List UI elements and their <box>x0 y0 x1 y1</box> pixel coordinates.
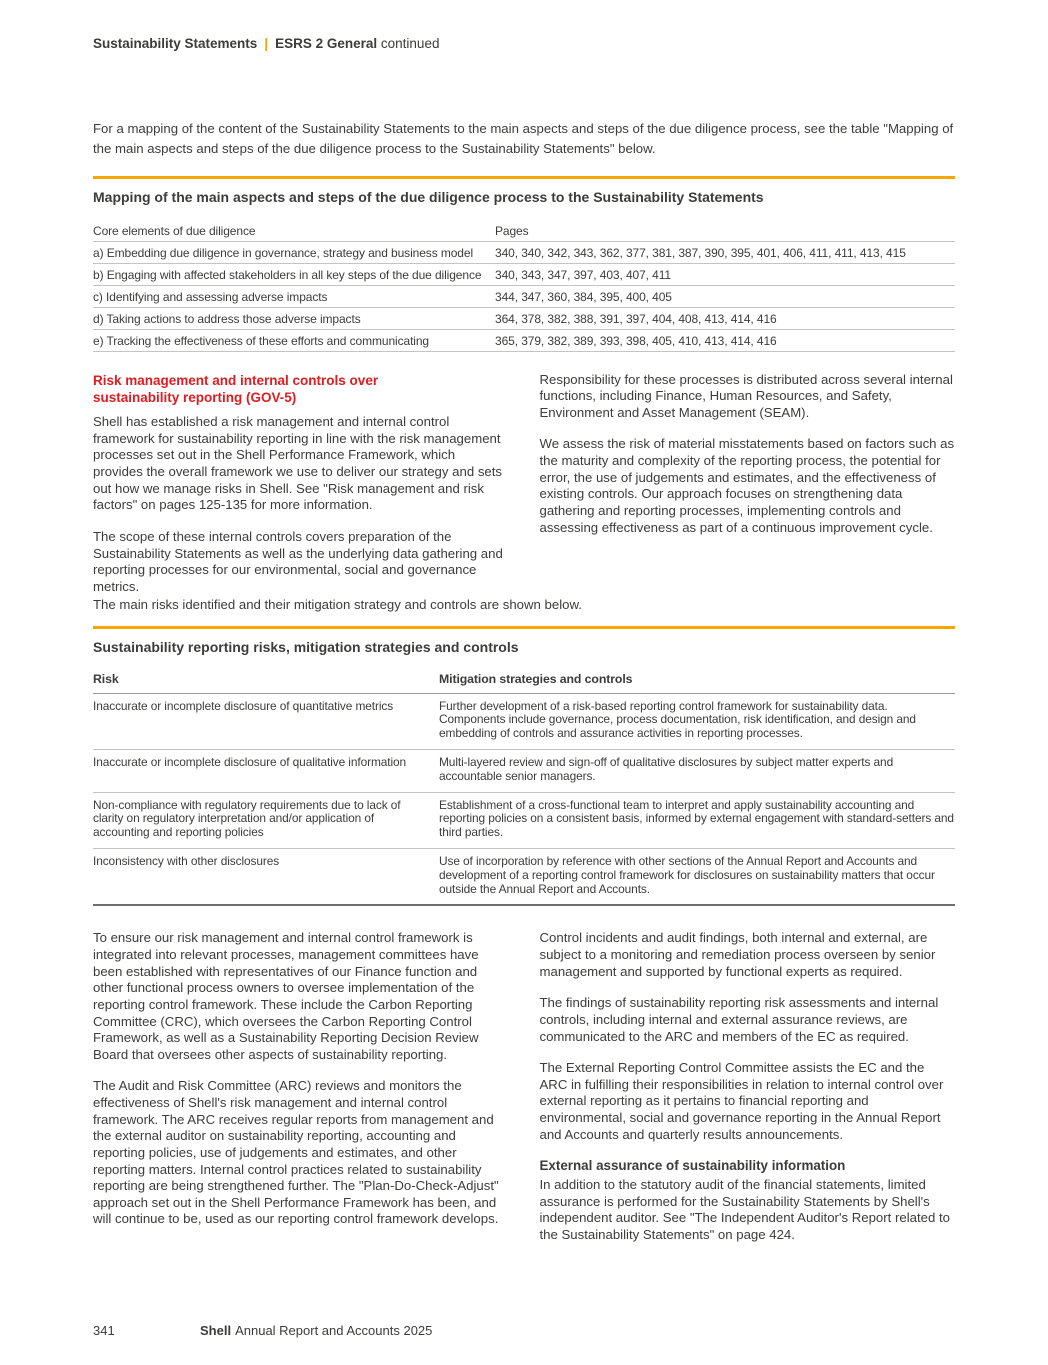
mapping-section-title: Mapping of the main aspects and steps of the due diligence process to the Sustainability Statements <box>93 188 764 205</box>
column-header-core-elements: Core elements of due diligence <box>93 220 495 242</box>
risk-management-heading: Risk management and internal controls over sustainability reporting (GOV-5) <box>93 372 379 405</box>
intro-paragraph: For a mapping of the content of the Sustainability Statements to the main aspects and steps of the due diligence process, see the table "Mapping of the main aspects and steps of the due diligence process to the Sustainability Statements" below. <box>93 121 954 156</box>
body-paragraph: Control incidents and audit findings, both internal and external, are subject to a monitoring and remediation process overseen by senior management and supported by functional experts as required. <box>539 930 936 979</box>
column-header-mitigation: Mitigation strategies and controls <box>439 667 955 693</box>
table-row <box>93 241 955 263</box>
brand-name: Shell <box>200 1323 232 1338</box>
page-footer <box>93 1323 432 1338</box>
governance-left-column <box>93 930 509 1243</box>
body-paragraph: In addition to the statutory audit of the financial statements, limited assurance is performed for the Sustainability Statements by Shell's independent auditor. See "The Independent Auditor's Report related to the Sustainability Statements" on page 424. <box>539 1177 950 1243</box>
body-paragraph: We assess the risk of material misstatements based on factors such as the maturity and complexity of the reporting process, the potential for error, the use of judgements and estimates, and the effectiveness of existing controls. Our approach focuses on strengthening data gathering and reporting processes, implementing controls and assessing effectiveness as part of a continuous improvement cycle. <box>539 436 955 535</box>
table-header-row <box>93 220 955 242</box>
body-paragraph: Responsibility for these processes is distributed across several internal functions, including Finance, Human Resources, and Safety, Environment and Asset Management (SEAM). <box>539 371 953 420</box>
report-title <box>200 1323 432 1338</box>
table-cell-element: c) Identifying and assessing adverse impacts <box>93 285 495 307</box>
body-paragraph: The scope of these internal controls covers preparation of the Sustainability Statements as well as the underlying data gathering and reporting processes for our environmental, social and governance metrics. <box>93 528 503 594</box>
risks-table-section <box>93 626 955 906</box>
external-assurance-heading: External assurance of sustainability information <box>539 1158 846 1174</box>
column-header-pages: Pages <box>495 220 955 242</box>
mapping-section <box>93 176 955 352</box>
table-cell-pages: 365, 379, 382, 389, 393, 398, 405, 410, 413, 414, 416 <box>495 329 955 351</box>
governance-right-column <box>540 930 956 1243</box>
table-cell-mitigation: Further development of a risk-based reporting control framework for sustainability data. Components include governance, process documentation, risk identification, and design and embedding of controls and assurance activities in reporting processes. <box>439 693 955 749</box>
risk-management-left-column <box>93 372 509 596</box>
page-header <box>93 36 955 51</box>
section-divider-rule <box>93 626 955 629</box>
table-row <box>93 307 955 329</box>
table-row <box>93 849 955 906</box>
page-number: 341 <box>93 1323 115 1338</box>
table-cell-element: a) Embedding due diligence in governance, strategy and business model <box>93 241 495 263</box>
table-cell-element: b) Engaging with affected stakeholders in all key steps of the due diligence <box>93 263 495 285</box>
governance-section <box>93 930 955 1243</box>
table-cell-mitigation: Establishment of a cross-functional team to interpret and apply sustainability accounting and reporting policies on a consistent basis, informed by external engagement with standard-setters and third parties. <box>439 792 955 848</box>
table-header-row <box>93 667 955 693</box>
body-paragraph: The External Reporting Control Committee assists the EC and the ARC in fulfilling their responsibilities in relation to internal control over external reporting as it pertains to financial reporting and environmental, social and governance reporting in the Annual Report and Accounts and quarterly results announcements. <box>539 1060 944 1142</box>
table-cell-risk: Inaccurate or incomplete disclosure of qualitative information <box>93 750 439 793</box>
risk-management-right-column <box>540 372 956 596</box>
table-cell-pages: 340, 340, 342, 343, 362, 377, 381, 387, 390, 395, 401, 406, 411, 411, 413, 415 <box>495 241 955 263</box>
table-cell-mitigation: Multi-layered review and sign-off of qualitative disclosures by subject matter experts and accountable senior managers. <box>439 750 955 793</box>
bridge-paragraph: The main risks identified and their mitigation strategy and controls are shown below. <box>93 597 582 613</box>
header-separator: | <box>264 36 269 51</box>
body-paragraph: The Audit and Risk Committee (ARC) reviews and monitors the effectiveness of Shell's risk management and internal control framework. The ARC receives regular reports from management and the external auditor on sustainability reporting, accounting and reporting policies, use of judgements and estimates, and other reporting matters. Internal control practices related to sustainability reporting are being strengthened further. The "Plan-Do-Check-Adjust" approach set out in the Shell Performance Framework has been, and will continue to be, used as our reporting control framework develops. <box>93 1078 499 1227</box>
mapping-table <box>93 220 955 352</box>
table-cell-element: e) Tracking the effectiveness of these efforts and communicating <box>93 329 495 351</box>
risks-section-title: Sustainability reporting risks, mitigation strategies and controls <box>93 639 519 656</box>
table-cell-element: d) Taking actions to address those adverse impacts <box>93 307 495 329</box>
header-subsection-label: ESRS 2 General <box>275 36 378 51</box>
header-section-label: Sustainability Statements <box>93 36 258 51</box>
table-cell-mitigation: Use of incorporation by reference with other sections of the Annual Report and Accounts and development of a reporting control framework for disclosures on sustainability matters that occur outside the Annual Report and Accounts. <box>439 849 955 906</box>
table-row <box>93 693 955 749</box>
body-paragraph: To ensure our risk management and internal control framework is integrated into relevant processes, management committees have been established with representatives of our Finance function and other functional process owners to oversee implementation of the reporting control framework. These include the Carbon Reporting Committee (CRC), which oversees the Carbon Reporting Control Framework, as well as a Sustainability Reporting Decision Review Board that oversees other aspects of sustainability reporting. <box>93 930 479 1062</box>
table-cell-risk: Inaccurate or incomplete disclosure of quantitative metrics <box>93 693 439 749</box>
table-cell-pages: 340, 343, 347, 397, 403, 407, 411 <box>495 263 955 285</box>
body-paragraph: The findings of sustainability reporting risk assessments and internal controls, including internal and external assurance reviews, are communicated to the ARC and members of the EC as required. <box>539 995 939 1044</box>
table-cell-pages: 364, 378, 382, 388, 391, 397, 404, 408, 413, 414, 416 <box>495 307 955 329</box>
body-paragraph: Shell has established a risk management and internal control framework for sustainability reporting in line with the risk management processes set out in the Shell Performance Framework, which provides the overall framework we use to deliver our strategy and sets out how we manage risks in Shell. See "Risk management and risk factors" on pages 125-135 for more information. <box>93 414 503 513</box>
section-divider-rule <box>93 176 955 179</box>
table-cell-risk: Non-compliance with regulatory requirements due to lack of clarity on regulatory interpretation and/or application of accounting and reporting policies <box>93 792 439 848</box>
header-continued-label: continued <box>380 36 440 51</box>
column-header-risk: Risk <box>93 667 439 693</box>
risk-management-section <box>93 372 955 596</box>
table-row <box>93 792 955 848</box>
table-row <box>93 263 955 285</box>
table-row <box>93 329 955 351</box>
table-row <box>93 285 955 307</box>
risks-table <box>93 667 955 906</box>
report-title-text: Annual Report and Accounts 2025 <box>235 1323 433 1338</box>
table-cell-pages: 344, 347, 360, 384, 395, 400, 405 <box>495 285 955 307</box>
table-cell-risk: Inconsistency with other disclosures <box>93 849 439 906</box>
table-row <box>93 750 955 793</box>
